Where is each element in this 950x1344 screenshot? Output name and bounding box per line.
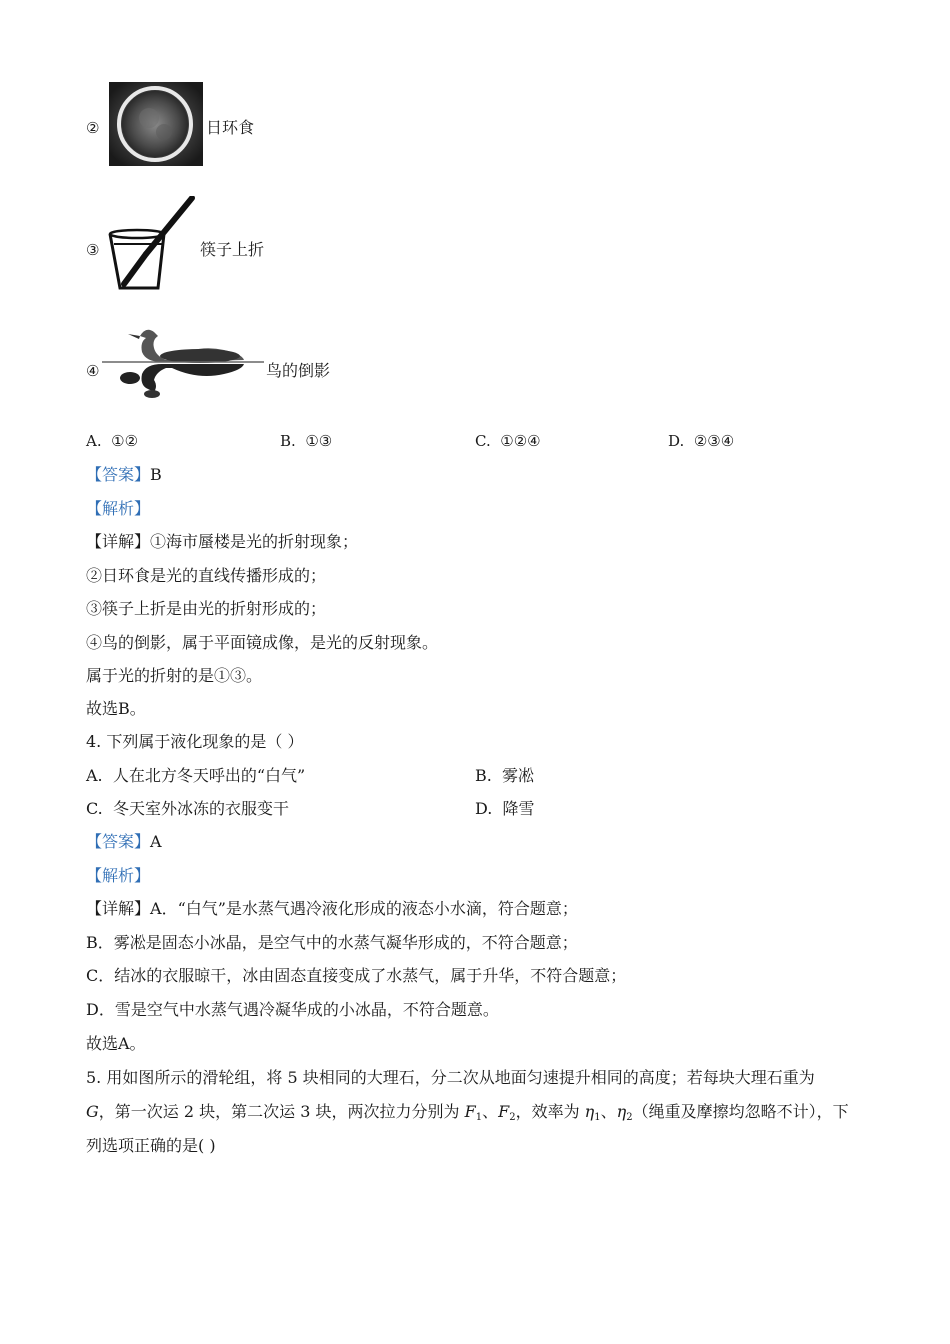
separator: 、 xyxy=(600,1102,617,1121)
var-g: G xyxy=(86,1102,99,1121)
q5-text-part: ，效率为 xyxy=(515,1102,585,1121)
option-text: 雾凇 xyxy=(502,766,535,785)
option-letter: A. xyxy=(86,766,103,785)
answer-tag: 【答案】 xyxy=(86,832,151,851)
figure-caption-eclipse: 日环食 xyxy=(206,118,255,137)
q3-detail-line-2: ②日环食是光的直线传播形成的； xyxy=(86,566,327,585)
option-letter: B. xyxy=(280,432,296,450)
q5-stem-line-2 xyxy=(86,1102,849,1122)
q3-detail-line-5: 属于光的折射的是①③。 xyxy=(86,666,263,685)
var-f1: F xyxy=(464,1102,476,1121)
q3-detail-line-1 xyxy=(86,532,358,552)
sub-2: 2 xyxy=(626,1112,633,1123)
figure-caption-chopstick: 筷子上折 xyxy=(200,240,265,259)
option-letter: D. xyxy=(475,799,493,818)
option-text: ②③④ xyxy=(693,432,735,450)
detail-tag: 【详解】 xyxy=(86,532,151,551)
q3-answer xyxy=(86,465,162,485)
q5-text-part: （绳重及摩擦均忽略不计），下 xyxy=(632,1102,849,1121)
q3-option-d xyxy=(668,431,734,451)
option-text: 冬天室外冰冻的衣服变干 xyxy=(112,799,289,818)
var-eta1: η xyxy=(584,1102,595,1121)
figure-marker-4: ④ xyxy=(86,362,100,380)
q3-option-a xyxy=(86,431,138,451)
q3-option-b xyxy=(280,431,332,451)
q4-option-d xyxy=(475,799,535,819)
q4-detail-line-2: B．雾凇是固态小冰晶，是空气中的水蒸气凝华形成的，不符合题意； xyxy=(86,933,578,952)
q4-option-c xyxy=(86,799,289,819)
var-f2: F xyxy=(498,1102,510,1121)
q4-detail-line-3: C．结冰的衣服晾干，冰由固态直接变成了水蒸气，属于升华，不符合题意； xyxy=(86,966,627,985)
option-text: ①② xyxy=(111,432,139,450)
q5-text-part: ，第一次运 2 块，第二次运 3 块，两次拉力分别为 xyxy=(98,1102,465,1121)
option-letter: B. xyxy=(475,766,492,785)
detail-text: ①海市蜃楼是光的折射现象； xyxy=(150,532,359,551)
chopstick-in-glass-icon xyxy=(106,196,198,292)
q5-stem-line-1: 5. 用如图所示的滑轮组，将 5 块相同的大理石，分二次从地面匀速提升相同的高度；若每块大理石重为 xyxy=(86,1068,815,1087)
option-letter: C. xyxy=(86,799,103,818)
q3-option-c xyxy=(475,431,541,451)
q4-answer xyxy=(86,832,162,852)
option-letter: A. xyxy=(86,432,102,450)
q4-stem: 4. 下列属于液化现象的是（ ） xyxy=(86,732,304,751)
option-text: 降雪 xyxy=(502,799,535,818)
bird-reflection-icon xyxy=(102,322,268,404)
solar-eclipse-photo-icon xyxy=(109,82,203,166)
q4-option-b xyxy=(475,766,534,786)
option-letter: C. xyxy=(475,432,491,450)
q4-detail-line-4: D．雪是空气中水蒸气遇冷凝华成的小冰晶，不符合题意。 xyxy=(86,1000,499,1019)
answer-value: B xyxy=(150,465,162,484)
q4-conclusion: 故选A。 xyxy=(86,1034,146,1053)
figure-marker-2: ② xyxy=(86,119,100,137)
answer-tag: 【答案】 xyxy=(86,465,151,484)
figure-caption-bird: 鸟的倒影 xyxy=(266,361,331,380)
q3-conclusion: 故选B。 xyxy=(86,699,146,718)
sub-1: 1 xyxy=(594,1112,601,1123)
q5-stem-line-3: 列选项正确的是( ) xyxy=(86,1136,216,1155)
q3-detail-line-3: ③筷子上折是由光的折射形成的； xyxy=(86,599,327,618)
q4-analysis-tag: 【解析】 xyxy=(86,866,151,885)
var-eta2: η xyxy=(616,1102,627,1121)
q3-detail-line-4: ④鸟的倒影，属于平面镜成像，是光的反射现象。 xyxy=(86,633,439,652)
separator: 、 xyxy=(482,1102,499,1121)
q4-option-a xyxy=(86,766,305,786)
detail-tag: 【详解】 xyxy=(86,899,151,918)
q4-detail-line-1 xyxy=(86,899,578,919)
detail-text: A．“白气”是水蒸气遇冷液化形成的液态小水滴，符合题意； xyxy=(150,899,578,918)
answer-value: A xyxy=(150,832,162,851)
sub-2: 2 xyxy=(509,1112,516,1123)
figure-marker-3: ③ xyxy=(86,241,100,259)
option-text: 人在北方冬天呼出的“白气” xyxy=(112,766,306,785)
sub-1: 1 xyxy=(475,1112,483,1123)
option-text: ①③ xyxy=(305,432,333,450)
option-text: ①②④ xyxy=(500,432,541,450)
q3-analysis-tag: 【解析】 xyxy=(86,499,151,518)
option-letter: D. xyxy=(668,432,685,450)
